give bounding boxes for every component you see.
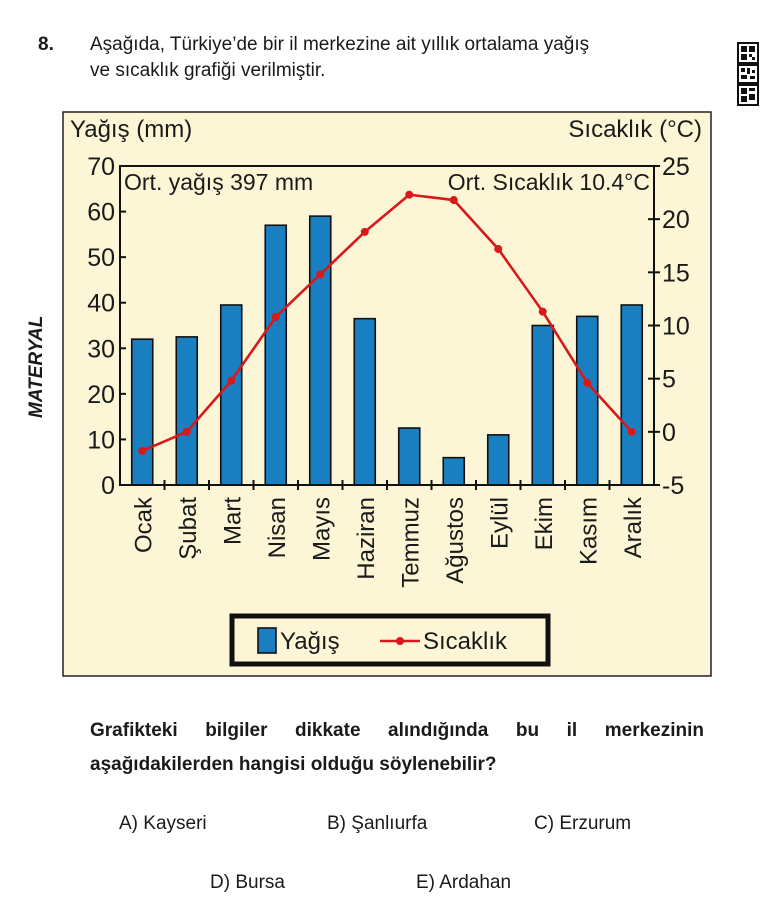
left-tick-label: 30 (87, 335, 115, 364)
temperature-point-8 (450, 196, 458, 204)
temperature-point-3 (227, 377, 235, 385)
x-category-label: Şubat (174, 497, 202, 560)
left-tick-label: 20 (87, 380, 115, 409)
x-category-label: Mart (219, 497, 247, 545)
annotation-avg-temp: Ort. Sıcaklık 10.4°C (447, 169, 650, 195)
precip-bar-9 (488, 435, 509, 485)
temperature-point-6 (361, 228, 369, 236)
temperature-point-9 (494, 245, 502, 253)
x-category-label: Kasım (575, 497, 603, 566)
temperature-point-2 (183, 428, 191, 436)
temperature-point-12 (628, 428, 636, 436)
right-tick-label: 10 (662, 312, 690, 341)
right-tick-label: -5 (662, 472, 685, 500)
question-intro-line-2: ve sıcaklık grafiği verilmiştir. (90, 60, 326, 81)
side-label-text: MATERYAL (26, 315, 47, 418)
right-tick-label: 0 (662, 418, 676, 447)
right-tick-label: 20 (662, 206, 690, 235)
x-category-label: Ocak (130, 497, 158, 554)
right-tick-label: 15 (662, 259, 690, 288)
x-category-label: Eylül (486, 497, 514, 550)
legend-precip-label: Yağış (280, 628, 340, 655)
left-tick-label: 50 (87, 244, 115, 273)
precip-bar-8 (443, 458, 464, 485)
temperature-point-7 (405, 191, 413, 199)
side-label (0, 258, 47, 418)
x-category-label: Nisan (263, 497, 291, 559)
option-a[interactable]: A) Kayseri (119, 813, 207, 834)
option-c[interactable]: C) Erzurum (534, 813, 632, 834)
question-intro-line-1: Aşağıda, Türkiye’de bir il merkezine ait yıllık ortalama yağış (90, 34, 590, 55)
question-prompt-line-1: Grafikteki bilgiler dikkate alındığında bu il merkezinin (90, 720, 704, 741)
precip-bar-11 (577, 316, 598, 485)
precip-bar-1 (132, 339, 153, 485)
question-prompt-line-2: aşağıdakilerden hangisi olduğu söylenebilir? (90, 754, 497, 775)
precip-bar-2 (176, 337, 197, 485)
chart-background (63, 112, 711, 676)
left-axis-title: Yağış (mm) (70, 116, 193, 143)
precip-bar-3 (221, 305, 242, 485)
question-intro (90, 32, 710, 84)
temperature-point-4 (272, 313, 280, 321)
qr-code-icon (737, 42, 759, 106)
climate-chart (62, 111, 712, 677)
x-category-label: Ekim (530, 497, 558, 551)
legend-precip-swatch (258, 628, 276, 653)
left-tick-label: 70 (87, 153, 115, 181)
climate-chart-svg (62, 111, 712, 677)
x-category-label: Ağustos (441, 497, 469, 584)
precip-bar-7 (399, 428, 420, 485)
legend-temp-marker (396, 637, 404, 645)
right-tick-label: 5 (662, 365, 676, 394)
legend-temp-label: Sıcaklık (423, 628, 508, 655)
option-e[interactable]: E) Ardahan (416, 872, 512, 893)
option-d[interactable]: D) Bursa (210, 872, 285, 893)
x-category-label: Aralık (619, 497, 647, 559)
left-tick-label: 40 (87, 289, 115, 318)
left-tick-label: 0 (101, 472, 115, 500)
question-prompt (90, 714, 704, 782)
precip-bar-6 (354, 319, 375, 485)
precip-bar-10 (532, 326, 553, 486)
temperature-point-11 (583, 379, 591, 387)
question-number: 8. (38, 34, 54, 55)
temperature-point-5 (316, 270, 324, 278)
x-category-label: Mayıs (308, 497, 336, 562)
precip-bar-12 (621, 305, 642, 485)
x-category-label: Temmuz (397, 497, 425, 588)
x-category-label: Haziran (352, 497, 380, 580)
annotation-avg-precip: Ort. yağış 397 mm (124, 169, 314, 195)
right-axis-title: Sıcaklık (°C) (568, 116, 702, 143)
left-tick-label: 10 (87, 426, 115, 455)
precip-bar-5 (310, 216, 331, 485)
temperature-point-1 (138, 447, 146, 455)
right-tick-label: 25 (662, 153, 690, 181)
temperature-point-10 (539, 308, 547, 316)
precip-bar-4 (265, 225, 286, 485)
left-tick-label: 60 (87, 198, 115, 227)
option-b[interactable]: B) Şanlıurfa (327, 813, 428, 834)
